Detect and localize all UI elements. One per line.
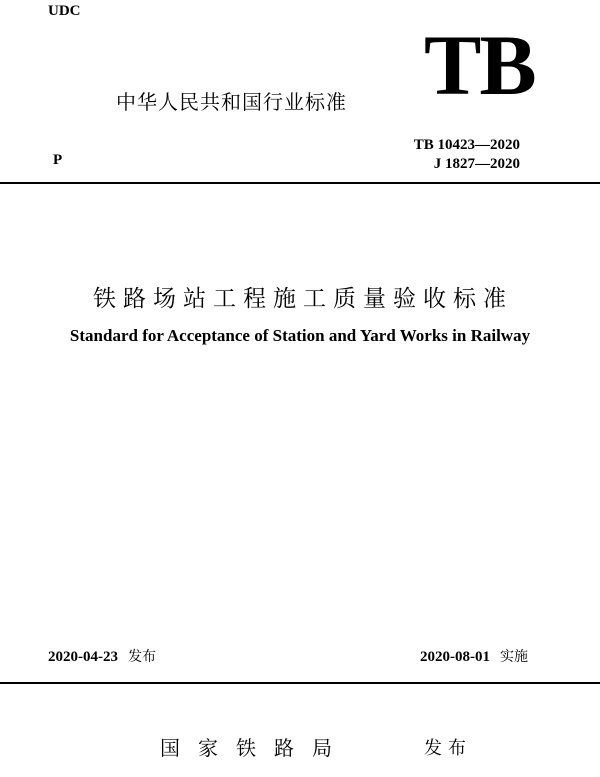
industry-standard-heading: 中华人民共和国行业标准 bbox=[116, 90, 347, 114]
title-english: Standard for Acceptance of Station and Yard Works in Railway bbox=[69, 326, 531, 345]
classification-code: P bbox=[53, 152, 63, 168]
record-number: J 1827—2020 bbox=[433, 156, 520, 172]
tb-logo: TB bbox=[424, 17, 535, 113]
implement-label: 实施 bbox=[500, 649, 528, 665]
udc-label: UDC bbox=[48, 3, 81, 19]
implement-date: 2020-08-01 bbox=[420, 649, 490, 665]
issue-date-block bbox=[48, 646, 156, 666]
issue-date: 2020-04-23 bbox=[48, 649, 118, 665]
issuer-action: 发布 bbox=[424, 738, 472, 759]
bottom-divider bbox=[0, 682, 600, 684]
issue-label: 发布 bbox=[128, 649, 156, 665]
implement-date-block bbox=[420, 646, 528, 666]
standard-number: TB 10423—2020 bbox=[413, 137, 520, 153]
issuer-name: 国家铁路局 bbox=[160, 736, 350, 760]
top-divider bbox=[0, 182, 600, 184]
title-chinese: 铁路场站工程施工质量验收标准 bbox=[93, 286, 513, 312]
